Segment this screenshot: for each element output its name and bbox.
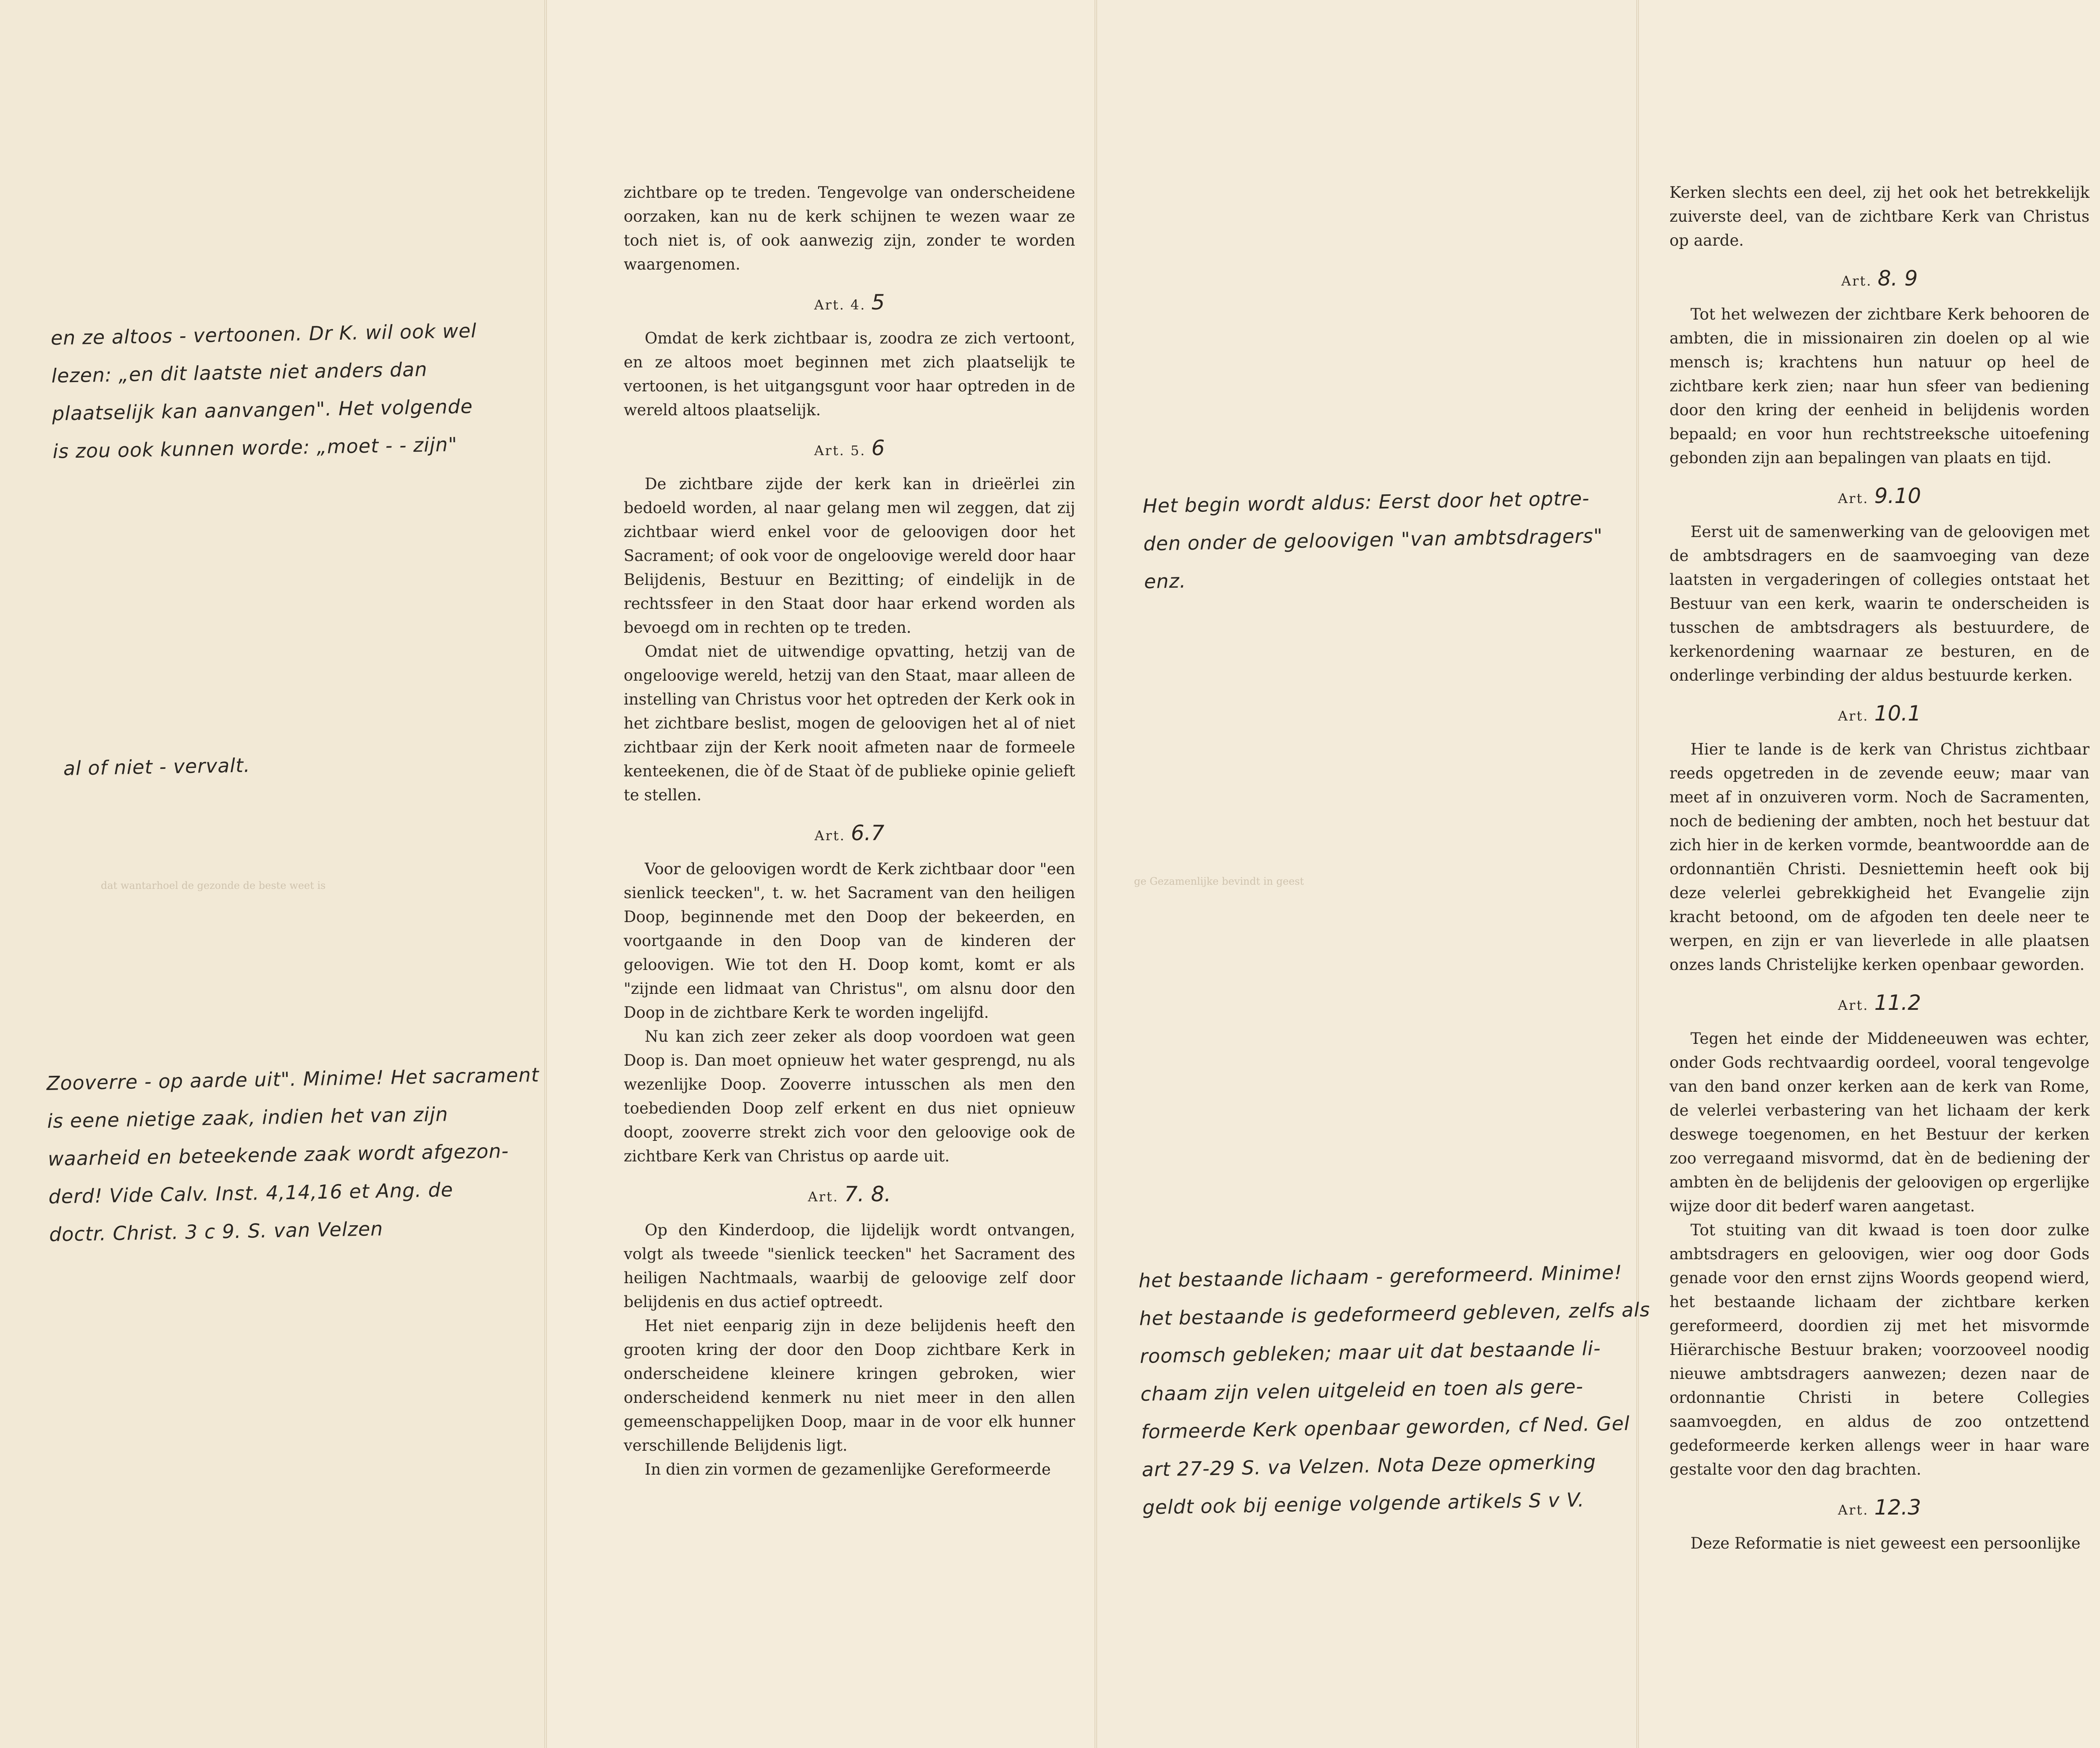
article-heading: Art. 6.7 [814,821,885,845]
paragraph: Omdat de kerk zichtbaar is, zoodra ze zich vertoont, en ze altoos moet beginnen met zich plaatselijk te vertoonen, is het uitgangsgunt voor haar optreden in de wereld altoos plaatselijk. [624,329,1075,419]
paragraph: Voor de geloovigen wordt de Kerk zichtbaar door "een sienlick teecken", t. w. het Sacrament van den heiligen Doop, beginnende met den Doop der bekeerden, en voortgaande in den Doop van de kinderen der geloovigen. Wie tot den H. Doop komt, komt er als "zijnde een lidmaat van Christus", om alsnu door den Doop in de zichtbare Kerk te worden ingelijfd. [624,860,1075,1022]
paragraph: Het niet eenparig zijn in deze belijdenis heeft den grooten kring der door den Doop zichtbare Kerk in onderscheidene kleinere kringen gebroken, wier onderscheidend kenmerk nu niet meer in den allen gemeenschappelijken Doop, maar in de voor elk hunner verschillende Belijdenis ligt. [624,1317,1075,1454]
article-heading: Art. 8. 9 [1841,266,1918,291]
paragraph: Kerken slechts een deel, zij het ook het betrekkelijk zuiverste deel, van de zichtbare Kerk van Christus op aarde. [1670,183,2090,249]
page-fold [544,0,547,1748]
bleed-through-text: dat wantarhoel de gezonde de beste weet is [101,880,326,891]
paragraph: zichtbare op te treden. Tengevolge van onderscheidene oorzaken, kan nu de kerk schijnen te wezen waar ze toch niet is, of ook aanwezig zijn, zonder te worden waargenomen. [624,183,1075,273]
handwritten-note: al of niet - vervalt. [63,754,251,780]
article-heading: Art. 4. 5 [814,290,885,314]
paragraph: Tot stuiting van dit kwaad is toen door zulke ambtsdragers en geloovigen, wier oog door Gods genade voor den ernst zijns Woords geopend wierd, het bestaande lichaam der zichtbare kerken gereformeerd, doordien zij met het misvormde Hiërarchische Bestuur braken; voorzooveel noodig nieuwe ambtsdragers aanwezen; dezen naar de ordonnantie Christi in betere Collegies saamvoegden, en aldus de zoo ontzettend gedeformeerde kerken allengs weer in haar ware gestalte voor den dag brachten. [1670,1221,2090,1478]
article-heading: Art. 10.1 [1838,701,1921,726]
paragraph: In dien zin vormen de gezamenlijke Gereformeerde [645,1460,1051,1478]
center-fold [1095,0,1097,1748]
handwritten-note: Het begin wordt aldus: Eerst door het optre- den onder de geloovigen "van ambtsdragers" enz. [1142,487,1603,593]
article-heading: Art. 5. 6 [814,436,885,460]
article-heading: Art. 9.10 [1838,484,1921,508]
printed-column-right [1670,181,2090,1555]
printed-column-left [624,181,1075,1481]
paragraph: Nu kan zich zeer zeker als doop voordoen wat geen Doop is. Dan moet opnieuw het water gesprengd, nu als wezenlijke Doop. Zooverre intusschen als men den toebedienden Doop zelf erkent en dus niet opnieuw doopt, zooverre strekt zich voor den geloovige ook de zichtbare Kerk van Christus op aarde uit. [624,1027,1075,1165]
paragraph: Omdat niet de uitwendige opvatting, hetzij van de ongeloovige wereld, hetzij van den Staat, maar alleen de instelling van Christus voor het optreden der Kerk ook in het zichtbare beslist, mogen de geloovigen het al of niet zichtbaar zijn der Kerk nooit afmeten naar de formeele kenteekenen, die òf de Staat òf de publieke opinie gelieft te stellen. [624,642,1075,804]
paragraph: Hier te lande is de kerk van Christus zichtbaar reeds opgetreden in de zevende eeuw; maar van meet af in onzuiveren vorm. Noch de Sacramenten, noch de bediening der ambten, noch het bestuur dat zich hier in de kerken vormde, beantwoordde aan de ordonnantiën Christi. Desniettemin heeft ook bij deze velerlei gebrekkigheid het Evangelie zijn kracht betoond, om de afgoden ten deele neer te werpen, en zijn er van lieverlede in alle plaatsen onzes lands Christelijke kerken openbaar geworden. [1670,740,2090,974]
article-heading: Art. 7. 8. [808,1182,891,1206]
paragraph: Tot het welwezen der zichtbare Kerk behooren de ambten, die in missionairen zin doelen op al wie mensch is; krachtens hun natuur op heel de zichtbare kerk zien; naar hun sfeer van bediening door den kring der eenheid in belijdenis worden bepaald; en voor hun rechtstreeksche uitoefening gebonden zijn aan bepalingen van plaats en tijd. [1670,305,2090,467]
paragraph: Eerst uit de samenwerking van de geloovigen met de ambtsdragers en de saamvoeging van deze laatsten in vergaderingen of collegies ontstaat het Bestuur van een kerk, waarin te onderscheiden is tusschen de ambtsdragers als bestuurdere, de kerkenordening waarnaar ze besturen, en de onderlinge verbinding der aldus bestuurde kerken. [1670,523,2090,684]
article-heading: Art. 11.2 [1838,991,1921,1015]
left-blank-page [0,0,546,1748]
paragraph: Tegen het einde der Middeneeuwen was echter, onder Gods rechtvaardig oordeel, vooral tengevolge van den band onzer kerken aan de kerk van Rome, de velerlei verbastering van het lichaam der kerk deswege toegenomen, en het Bestuur der kerken zoo verregaand misvormd, dat èn de bediening der ambten èn de belijdenis der geloovigen op ergerlijke wijze door dit bederf waren aangetast. [1670,1030,2090,1215]
handwritten-note: Zooverre - op aarde uit". Minime! Het sacrament is eene nietige zaak, indien het van zijn waarheid en beteekende zaak wordt afgezon- derd! Vide Calv. Inst. 4,14,16 et Ang. de doctr. Christ. 3 c 9. S. van Velzen [46,1063,540,1246]
article-heading: Art. 12.3 [1838,1495,1921,1520]
handwritten-note: en ze altoos - vertoonen. Dr K. wil ook wel lezen: „en dit laatste niet anders dan plaatselijk kan aanvangen". Het volgende is zou ook kunnen worde: „moet - - zijn" [50,319,477,463]
bleed-through-text: ge Gezamenlijke bevindt in geest [1134,875,1304,887]
paragraph: Op den Kinderdoop, die lijdelijk wordt ontvangen, volgt als tweede "sienlick teecken" het Sacrament des heiligen Nachtmaals, waarbij de geloovige zelf door belijdenis en dus actief optreedt. [624,1221,1075,1311]
paragraph: Deze Reformatie is niet geweest een persoonlijke [1690,1534,2081,1552]
paragraph: De zichtbare zijde der kerk kan in drieërlei zin bedoeld worden, al naar gelang men wil zeggen, dat zij zichtbaar wierd enkel voor de geloovigen door het Sacrament; of ook voor de ongeloovige wereld door haar Belijdenis, Bestuur en Bezitting; of eindelijk in de rechtssfeer in den Staat door haar erkend worden als bevoegd om in rechten op te treden. [624,475,1075,637]
handwritten-note: het bestaande lichaam - gereformeerd. Minime! het bestaande is gedeformeerd gebleven, zelfs als roomsch gebleken; maar uit dat bestaande li- chaam zijn velen uitgeleid en toen als gere- formeerde Kerk openbaar geworden, cf Ned. Gel art 27-29 S. va Velzen. Nota Deze opmerking geldt ook bij eenige volgende artikels S v V. [1138,1261,1651,1519]
